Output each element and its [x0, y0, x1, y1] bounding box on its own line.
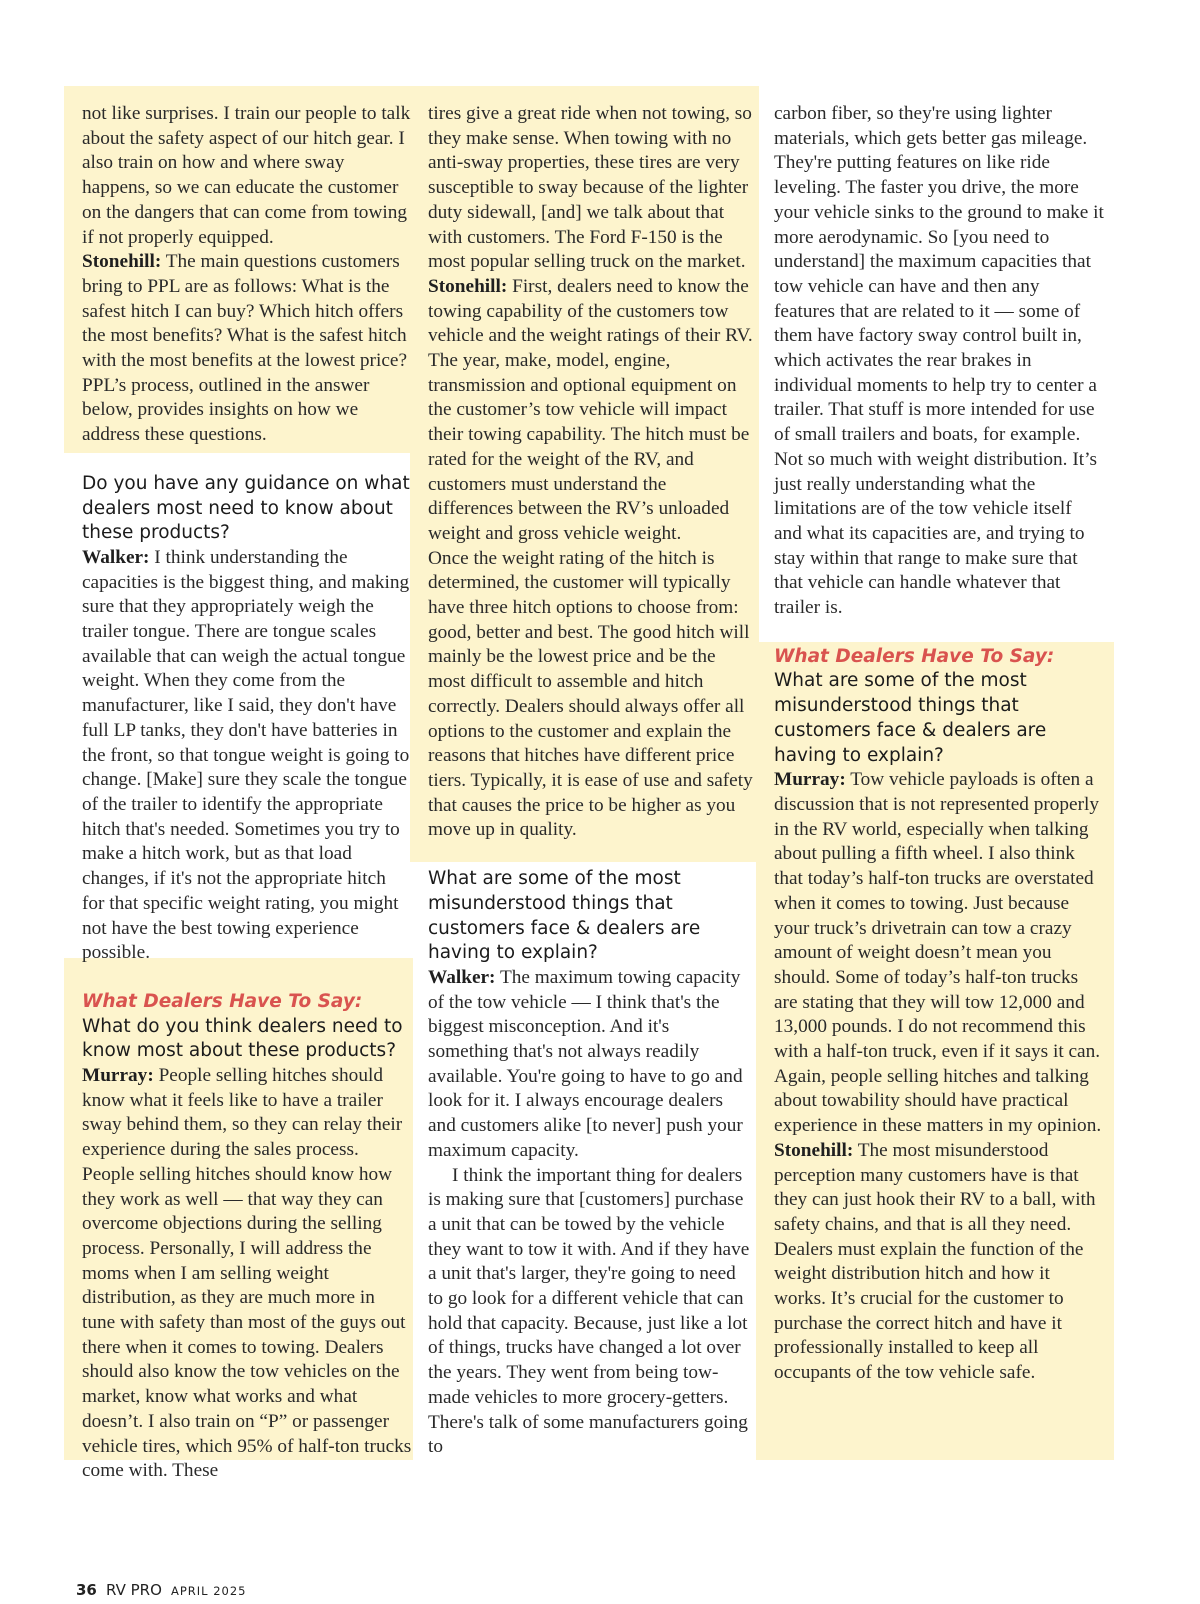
speaker-murray: Murray: — [774, 769, 846, 791]
col2-stonehill-paragraph-2: Once the weight rating of the hitch is determined, the customer will typically have three hitch options to choose from: good, better and best. The good hitch will mainly be the lowest price and be the most difficult to assemble and hitch correctly. Dealers should always offer all options to the customer and explain the reasons that hitches have different price tiers. Typically, it is ease of use and safety that causes the price to be higher as you move up in quality. — [428, 547, 753, 841]
col3-stonehill-paragraph — [774, 1139, 1104, 1386]
col2-walker-text: The maximum towing capacity of the tow vehicle — I think that's the biggest misconception. And it's something that's not always readily available. You're going to have to go and look for it. I always encourage dealers and customers alike [to never] push your maximum capacity. — [428, 966, 743, 1161]
col2-top-paragraph: tires give a great ride when not towing, so they make sense. When towing with no anti-sway properties, these tires are very susceptible to sway because of the lighter duty sidewall, [and] we talk about that with customers. The Ford F-150 is the most popular selling truck on the market. — [428, 103, 752, 273]
speaker-stonehill: Stonehill: — [82, 251, 162, 273]
speaker-walker: Walker: — [82, 546, 150, 568]
col1-intro-paragraph: not like surprises. I train our people to talk about the safety aspect of our hitch gear. I also train on how and where sway happens, so we can educate the customer on the dangers that can come from towing if not properly equipped. — [82, 103, 411, 248]
col2-stonehill-text: First, dealers need to know the towing capability of the customers tow vehicle and the weight ratings of their RV. The year, make, model, engine, transmission and optional equipment on the customer’s tow vehicle will impact their towing capability. The hitch must be rated for the weight of the RV, and customers must understand the differences between the RV’s unloaded weight and gross vehicle weight. — [428, 275, 753, 544]
col3-top-paragraph: carbon fiber, so they're using lighter materials, which gets better gas mileage. They're putting features on like ride leveling. The faster you drive, the more your vehicle sinks to the ground to make it more aerodynamic. So [you need to understand] the maximum capacities that tow vehicle can have and then any features that are related to it — some of them have factory sway control built in, which activates the rear brakes in individual moments to help try to center a trailer. That stuff is more intended for use of small trailers and boats, for example. Not so much with weight distribution. It’s just really understanding what the limitations are of the tow vehicle itself and what its capacities are, and trying to stay within that range to make sure that that vehicle can handle whatever that trailer is. — [774, 103, 1104, 619]
col1-murray-text: People selling hitches should know what it feels like to have a trailer sway behind them, so they can relay their experience during the sales process. People selling hitches should know how they work as well — that way they can overcome objections during the selling process. Personally, I will address the moms when I am selling weight distribution, as they are much more in tune with safety than most of the guys out there when it comes to towing. Dealers should also know the tow vehicles on the market, know what works and what doesn’t. I also train on “P” or passenger vehicle tires, which 95% of half-ton trucks come with. These — [82, 1065, 412, 1482]
question-heading-1: Do you have any guidance on what dealers most need to know about these products? — [82, 472, 410, 544]
col1-murray-paragraph — [82, 1064, 412, 1484]
speaker-stonehill: Stonehill: — [774, 1139, 854, 1161]
col3-murray-text: Tow vehicle payloads is often a discussion that is not represented properly in the RV world, especially when talking about pulling a fifth wheel. I also think that today’s half-ton trucks are overstated when it comes to towing. Just because your truck’s drivetrain can tow a crazy amount of weight doesn’t mean you should. Some of today’s half-ton trucks are stating that they will tow 12,000 and 13,000 pounds. I do not recommend this with a half-ton truck, even if it says it can. Again, people selling hitches and talking about towability should have practical experience in these matters in my opinion. — [774, 769, 1102, 1137]
column-1 — [82, 102, 412, 1484]
kicker-dealers-say-1: What Dealers Have To Say: — [82, 990, 363, 1012]
col1-walker-text: I think understanding the capacities is the biggest thing, and making sure that they appropriately weigh the trailer tongue. There are tongue scales available that can weigh the actual tongue weight. When they come from the manufacturer, like I said, they don't have full LP tanks, they don't have batteries in the front, so that tongue weight is going to change. [Make] sure they scale the tongue of the trailer to identify the appropriate hitch that's needed. Sometimes you try to make a hitch work, but as that load changes, if it's not the appropriate hitch for that specific weight rating, you might not have the best towing experience possible. — [82, 546, 410, 964]
col3-murray-paragraph — [774, 768, 1104, 1139]
column-3 — [774, 102, 1104, 1386]
col2-stonehill-paragraph — [428, 275, 753, 547]
col2-walker-paragraph-2: I think the important thing for dealers is making sure that [customers] purchase a unit that can be towed by the vehicle they want to tow it with. And if they have a unit that's larger, they're going to need to go look for a different vehicle that can hold that capacity. Because, just like a lot of things, trucks have changed a lot over the years. They went from being tow-made vehicles to more grocery-getters. There's talk of some manufacturers going to — [428, 1164, 750, 1458]
magazine-name: RV PRO — [105, 1581, 162, 1599]
question-heading-2: What do you think dealers need to know most about these products? — [82, 1015, 403, 1062]
col1-stonehill-paragraph — [82, 250, 412, 448]
col1-stonehill-text: The main questions customers bring to PPL are as follows: What is the safest hitch I can buy? Which hitch offers the most benefits? What is the safest hitch with the most benefits at the lowest price? PPL’s process, outlined in the answer below, provides insights on how we address these questions. — [82, 251, 408, 446]
kicker-dealers-say-2: What Dealers Have To Say: — [774, 645, 1055, 667]
issue-date: APRIL 2025 — [170, 1584, 247, 1598]
question-heading-4: What are some of the most misunderstood things that customers face & dealers are having to explain? — [774, 670, 1047, 766]
question-heading-3: What are some of the most misunderstood things that customers face & dealers are having to explain? — [428, 868, 701, 964]
page-footer — [76, 1580, 246, 1599]
col1-walker-paragraph — [82, 546, 412, 966]
speaker-stonehill: Stonehill: — [428, 275, 508, 297]
speaker-murray: Murray: — [82, 1065, 154, 1087]
speaker-walker: Walker: — [428, 966, 496, 988]
column-2 — [428, 102, 753, 1460]
col2-walker-paragraph — [428, 966, 753, 1164]
col3-stonehill-text: The most misunderstood perception many customers have is that they can just hook their RV to a ball, with safety chains, and that is all they need. Dealers must explain the function of the weight distribution hitch and how it works. It’s crucial for the customer to purchase the correct hitch and have it professionally installed to keep all occupants of the tow vehicle safe. — [774, 1139, 1096, 1384]
page-number: 36 — [76, 1581, 97, 1599]
